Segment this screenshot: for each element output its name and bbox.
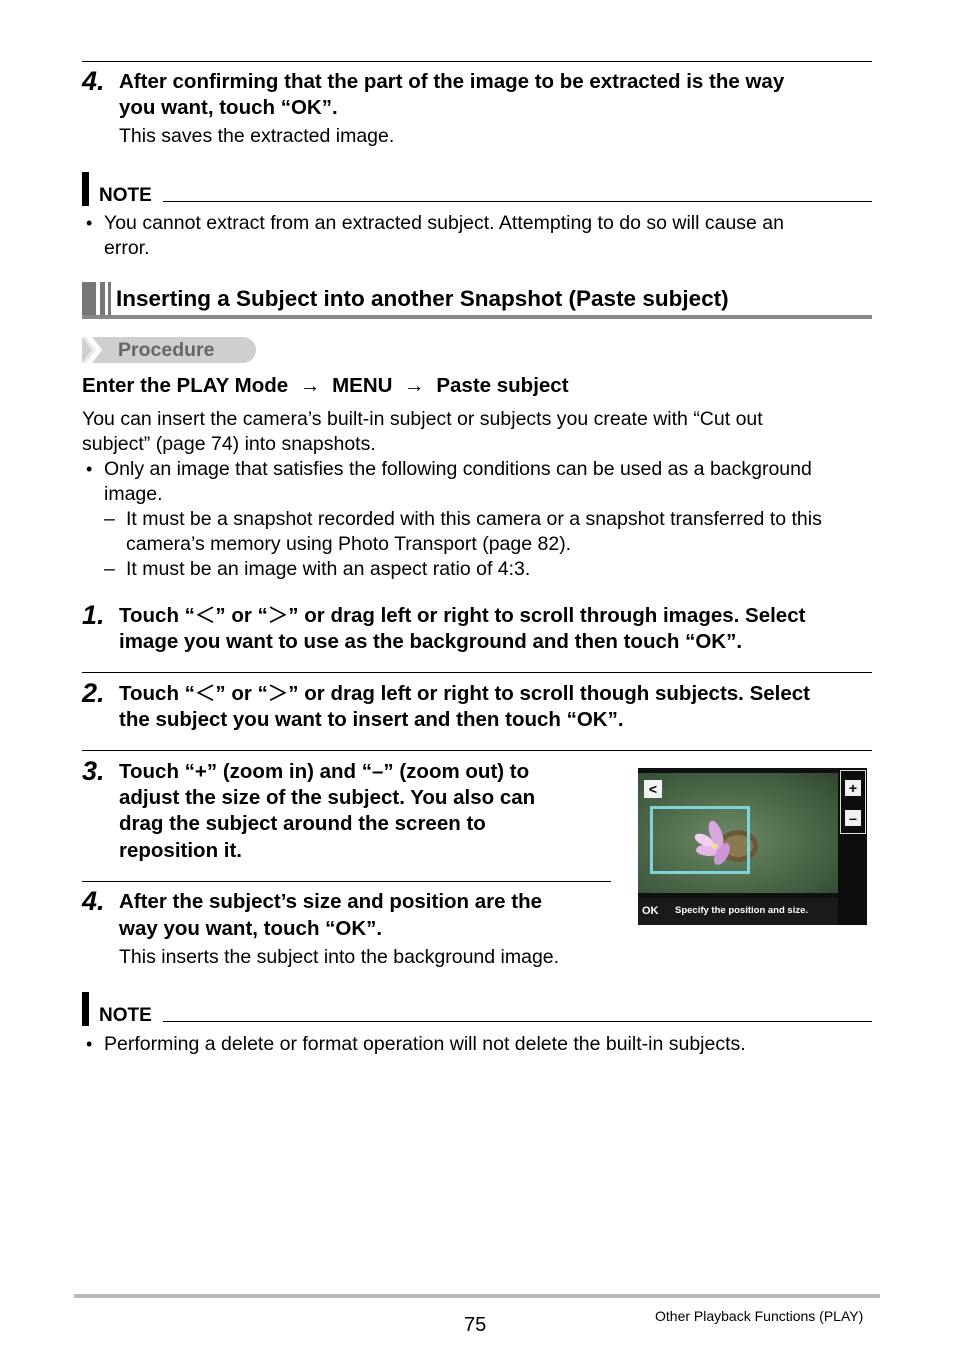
section-underline: [82, 315, 872, 319]
subject-frame[interactable]: [650, 806, 750, 874]
step-number: 4.: [82, 66, 105, 96]
note-marker: [82, 992, 89, 1026]
step-number: 2.: [82, 678, 105, 708]
step-number: 3.: [82, 756, 105, 786]
section-marker: [82, 282, 112, 318]
note-marker: [82, 172, 89, 206]
path-step: MENU: [332, 374, 393, 397]
intro-text: You can insert the camera’s built-in subject or subjects you create with “Cut out: [82, 408, 763, 430]
step-text: reposition it.: [119, 839, 242, 862]
top-rule: [82, 61, 872, 62]
note-text: error.: [104, 237, 150, 259]
instruction-message: Specify the position and size.: [675, 905, 809, 916]
path-step: Paste subject: [436, 374, 569, 397]
step-text: After the subject’s size and position are the: [119, 890, 542, 913]
step-description: This saves the extracted image.: [119, 125, 395, 147]
step-divider: [82, 672, 872, 673]
step-text: Touch “＜” or “＞” or drag left or right to scroll though subjects. Select: [119, 682, 810, 705]
note-label: NOTE: [99, 185, 152, 206]
step-text: way you want, touch “OK”.: [119, 917, 383, 940]
note-rule: [163, 201, 872, 202]
sub-bullet-text: It must be a snapshot recorded with this camera or a snapshot transferred to this: [126, 508, 822, 530]
step-text: the subject you want to insert and then touch “OK”.: [119, 708, 624, 731]
intro-text: subject” (page 74) into snapshots.: [82, 433, 376, 455]
dash: –: [104, 558, 115, 580]
note-rule: [163, 1021, 872, 1022]
arrow-right-icon: →: [299, 374, 321, 397]
procedure-path: [82, 373, 569, 399]
sub-bullet-text: It must be an image with an aspect ratio of 4:3.: [126, 558, 531, 580]
procedure-label: Procedure: [118, 339, 215, 361]
page-number: 75: [464, 1314, 487, 1336]
step-number: 1.: [82, 600, 105, 630]
bullet: •: [86, 213, 93, 233]
step-text: you want, touch “OK”.: [119, 96, 338, 119]
step-number: 4.: [82, 886, 105, 916]
zoom-out-button[interactable]: –: [845, 810, 861, 826]
step-text: Touch “+” (zoom in) and “–” (zoom out) to: [119, 760, 530, 783]
section-title: Inserting a Subject into another Snapshot (Paste subject): [116, 286, 729, 311]
back-button[interactable]: <: [644, 780, 662, 798]
step-text: drag the subject around the screen to: [119, 812, 486, 835]
step-text: Touch “＜” or “＞” or drag left or right to scroll through images. Select: [119, 604, 806, 627]
footer-section-title: Other Playback Functions (PLAY): [655, 1308, 864, 1324]
step-text: After confirming that the part of the image to be extracted is the way: [119, 70, 785, 93]
arrow-right-icon: →: [404, 374, 425, 397]
procedure-chevron-icon: [82, 337, 108, 363]
step-divider: [82, 750, 872, 751]
note-text: You cannot extract from an extracted subject. Attempting to do so will cause an: [104, 212, 784, 234]
path-step: Enter the PLAY Mode: [82, 374, 289, 397]
note-label: NOTE: [99, 1005, 152, 1026]
zoom-in-button[interactable]: +: [845, 780, 861, 796]
note-text: Performing a delete or format operation will not delete the built-in subjects.: [104, 1033, 746, 1055]
step-text: image you want to use as the background and then touch “OK”.: [119, 630, 743, 653]
sub-bullet-text: camera’s memory using Photo Transport (page 82).: [126, 533, 572, 555]
bullet-text: image.: [104, 483, 163, 505]
footer-rule: [74, 1294, 880, 1298]
step-text: adjust the size of the subject. You also can: [119, 786, 536, 809]
bullet: •: [86, 1034, 93, 1054]
camera-screen: [638, 768, 867, 925]
step-divider: [82, 881, 611, 882]
dash: –: [104, 508, 115, 530]
bullet-text: Only an image that satisfies the following conditions can be used as a background: [104, 458, 812, 480]
bullet: •: [86, 459, 93, 479]
ok-button[interactable]: OK: [642, 905, 659, 917]
step-description: This inserts the subject into the background image.: [119, 946, 560, 968]
